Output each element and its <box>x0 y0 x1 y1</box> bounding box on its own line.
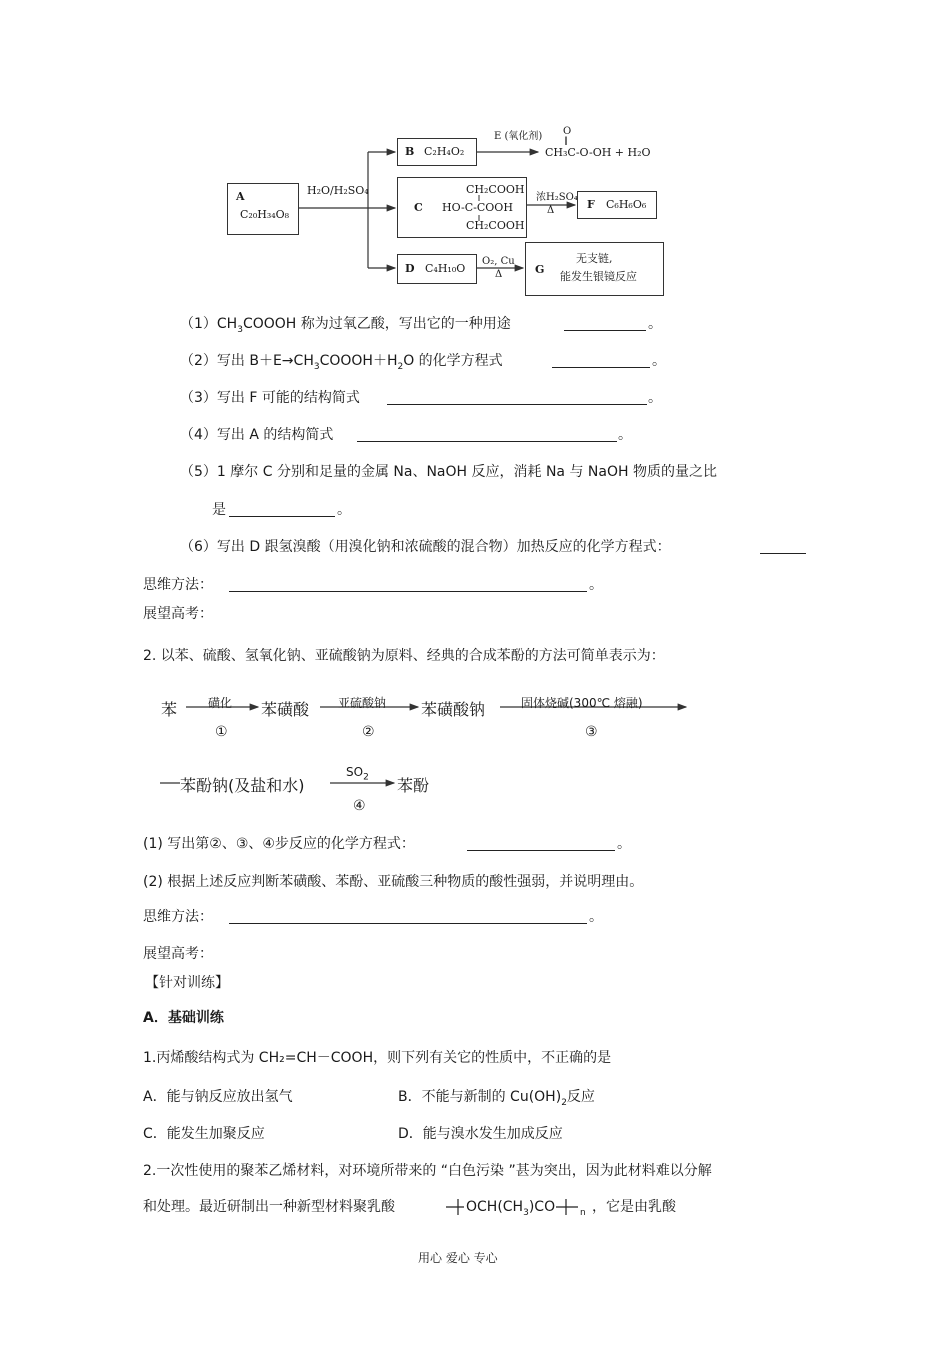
flow-step3-number: ③ <box>585 724 598 740</box>
training-q1-option-c[interactable]: C．能发生加聚反应 <box>143 1126 265 1142</box>
q1-item-2-answer-blank[interactable] <box>552 353 650 368</box>
dg-condition: O₂, Cu <box>482 256 515 267</box>
box-b <box>397 138 477 166</box>
q2-intro: 2. 以苯、硫酸、氢氧化钠、亚硫酸钠为原料、经典的合成苯酚的方法可简单表示为： <box>143 648 665 664</box>
box-d-formula: C₄H₁₀O <box>425 262 466 275</box>
product-o: O <box>563 126 572 137</box>
flow-sodium-benzenesulfonate: 苯磺酸钠 <box>421 700 486 719</box>
flow-step4-number: ④ <box>353 798 366 814</box>
q1-item-5-answer-blank[interactable] <box>229 502 335 517</box>
product-double-bond: ‖ <box>564 136 568 145</box>
hydrolysis-condition: H₂O/H₂SO₄ <box>307 184 369 197</box>
q1-item-2: （2）写出 $B+E\to CH_3COOOH+H_2O$ 的化学方程式 <box>180 353 503 372</box>
q2-outlook-label: 展望高考： <box>143 946 213 962</box>
flow-step3-condition: 固体烧碱(300℃ 熔融) <box>521 696 643 710</box>
flow-step2-condition: 亚硫酸钠 <box>338 696 387 710</box>
q1-outlook-label: 展望高考： <box>143 606 213 622</box>
training-section: A．基础训练 <box>143 1010 224 1026</box>
q1-item-6: （6）写出 D 跟氢溴酸（用溴化钠和浓硫酸的混合物）加热反应的化学方程式： <box>180 539 671 555</box>
q1-item-1: $(1)CH_3COOOH$ 称为过氧乙酸，写出它的一种用途 <box>180 316 511 335</box>
dg-heat: Δ <box>495 269 503 280</box>
period: 。 <box>589 577 603 593</box>
box-c-mid: HO-C-COOH <box>442 201 513 214</box>
q1-method-label: 思维方法： <box>143 577 213 593</box>
box-f-label: F <box>587 198 595 211</box>
box-g-label: G <box>535 263 545 276</box>
box-b-formula: C₂H₄O₂ <box>424 145 465 158</box>
polymer-n: n <box>580 1208 586 1218</box>
training-q2-line2: 和处理。最近研制出一种新型材料聚乳酸 <box>143 1199 395 1215</box>
box-c-top: CH₂COOH <box>466 183 525 196</box>
q2-method-blank[interactable] <box>229 909 587 924</box>
box-g-line1: 无支链, <box>576 252 613 265</box>
q1-item-3-answer-blank[interactable] <box>387 390 647 405</box>
period: 。 <box>618 427 632 443</box>
flow-benzenesulfonic-acid: 苯磺酸 <box>261 700 310 719</box>
training-q1: 1.丙烯酸结构式为 CH₂=CH－COOH，则下列有关它的性质中，不正确的是 <box>143 1050 612 1066</box>
period: 。 <box>648 390 662 406</box>
page-footer: 用心 爱心 专心 <box>418 1251 498 1265</box>
box-c-label: C <box>414 201 423 214</box>
training-q1-option-d[interactable]: D．能与溴水发生加成反应 <box>398 1126 563 1142</box>
cf-condition: 浓H₂SO₄ <box>536 192 578 203</box>
cf-heat: Δ <box>547 205 555 216</box>
q2-part1-blank[interactable] <box>467 836 615 851</box>
box-g <box>525 242 664 296</box>
q2-part2: (2) 根据上述反应判断苯磺酸、苯酚、亚硫酸三种物质的酸性强弱，并说明理由。 <box>143 874 644 890</box>
training-title: 【针对训练】 <box>145 975 229 991</box>
q1-item-3: （3）写出 F 可能的结构简式 <box>180 390 360 406</box>
flow-benzene: 苯 <box>161 700 178 719</box>
period: 。 <box>617 836 631 852</box>
q1-item-6-answer-blank[interactable] <box>760 539 806 554</box>
period: 。 <box>648 316 662 332</box>
box-f-formula: C₆H₆O₆ <box>606 198 647 211</box>
oxidant-label: E (氧化剂) <box>494 131 543 142</box>
flow-sodium-phenoxide: 苯酚钠(及盐和水) <box>180 776 305 795</box>
training-q2-line1: 2.一次性使用的聚苯乙烯材料，对环境所带来的 “白色污染 ”甚为突出，因为此材料难以分解 <box>143 1163 712 1179</box>
training-q1-option-a[interactable]: A．能与钠反应放出氢气 <box>143 1089 293 1105</box>
box-a-label: A <box>236 190 245 203</box>
flow-step4-condition: $SO_2$ <box>346 765 369 783</box>
q1-item-5-cont: 是 <box>212 502 226 518</box>
period: 。 <box>652 353 666 369</box>
q2-part1: (1) 写出第②、③、④步反应的化学方程式： <box>143 836 415 852</box>
box-f <box>577 191 657 219</box>
training-q1-option-b[interactable]: B．不能与新制的 $Cu(OH)_2$反应 <box>398 1089 595 1108</box>
box-a <box>227 183 299 235</box>
q1-item-4-answer-blank[interactable] <box>357 427 617 442</box>
q1-method-blank[interactable] <box>229 577 587 592</box>
box-d-label: D <box>405 262 415 275</box>
q1-item-4: （4）写出 A 的结构简式 <box>180 427 334 443</box>
flow-phenol: 苯酚 <box>397 776 430 795</box>
flow-step1-number: ① <box>215 724 228 740</box>
box-b-label: B <box>405 145 415 158</box>
q1-item-1-answer-blank[interactable] <box>564 316 646 331</box>
polymer-repeat-unit: $OCH(CH_3)CO$ <box>466 1199 556 1218</box>
period: 。 <box>589 909 603 925</box>
box-g-line2: 能发生银镜反应 <box>560 270 637 283</box>
box-a-formula: C₂₀H₃₄O₈ <box>240 208 290 221</box>
box-c-bottom: CH₂COOH <box>466 219 525 232</box>
q2-method-label: 思维方法： <box>143 909 213 925</box>
flow-step2-number: ② <box>362 724 375 740</box>
box-d <box>397 254 477 284</box>
flow-step1-condition: 磺化 <box>208 696 233 710</box>
q1-item-5: （5）1 摩尔 C 分别和足量的金属 Na、NaOH 反应，消耗 Na 与 NaOH 物质的量之比 <box>180 464 717 480</box>
period: 。 <box>337 502 351 518</box>
box-c <box>397 177 527 238</box>
training-q2-tail: ，它是由乳酸 <box>592 1199 676 1215</box>
product-formula: CH₃C-O-OH + H₂O <box>545 146 651 159</box>
